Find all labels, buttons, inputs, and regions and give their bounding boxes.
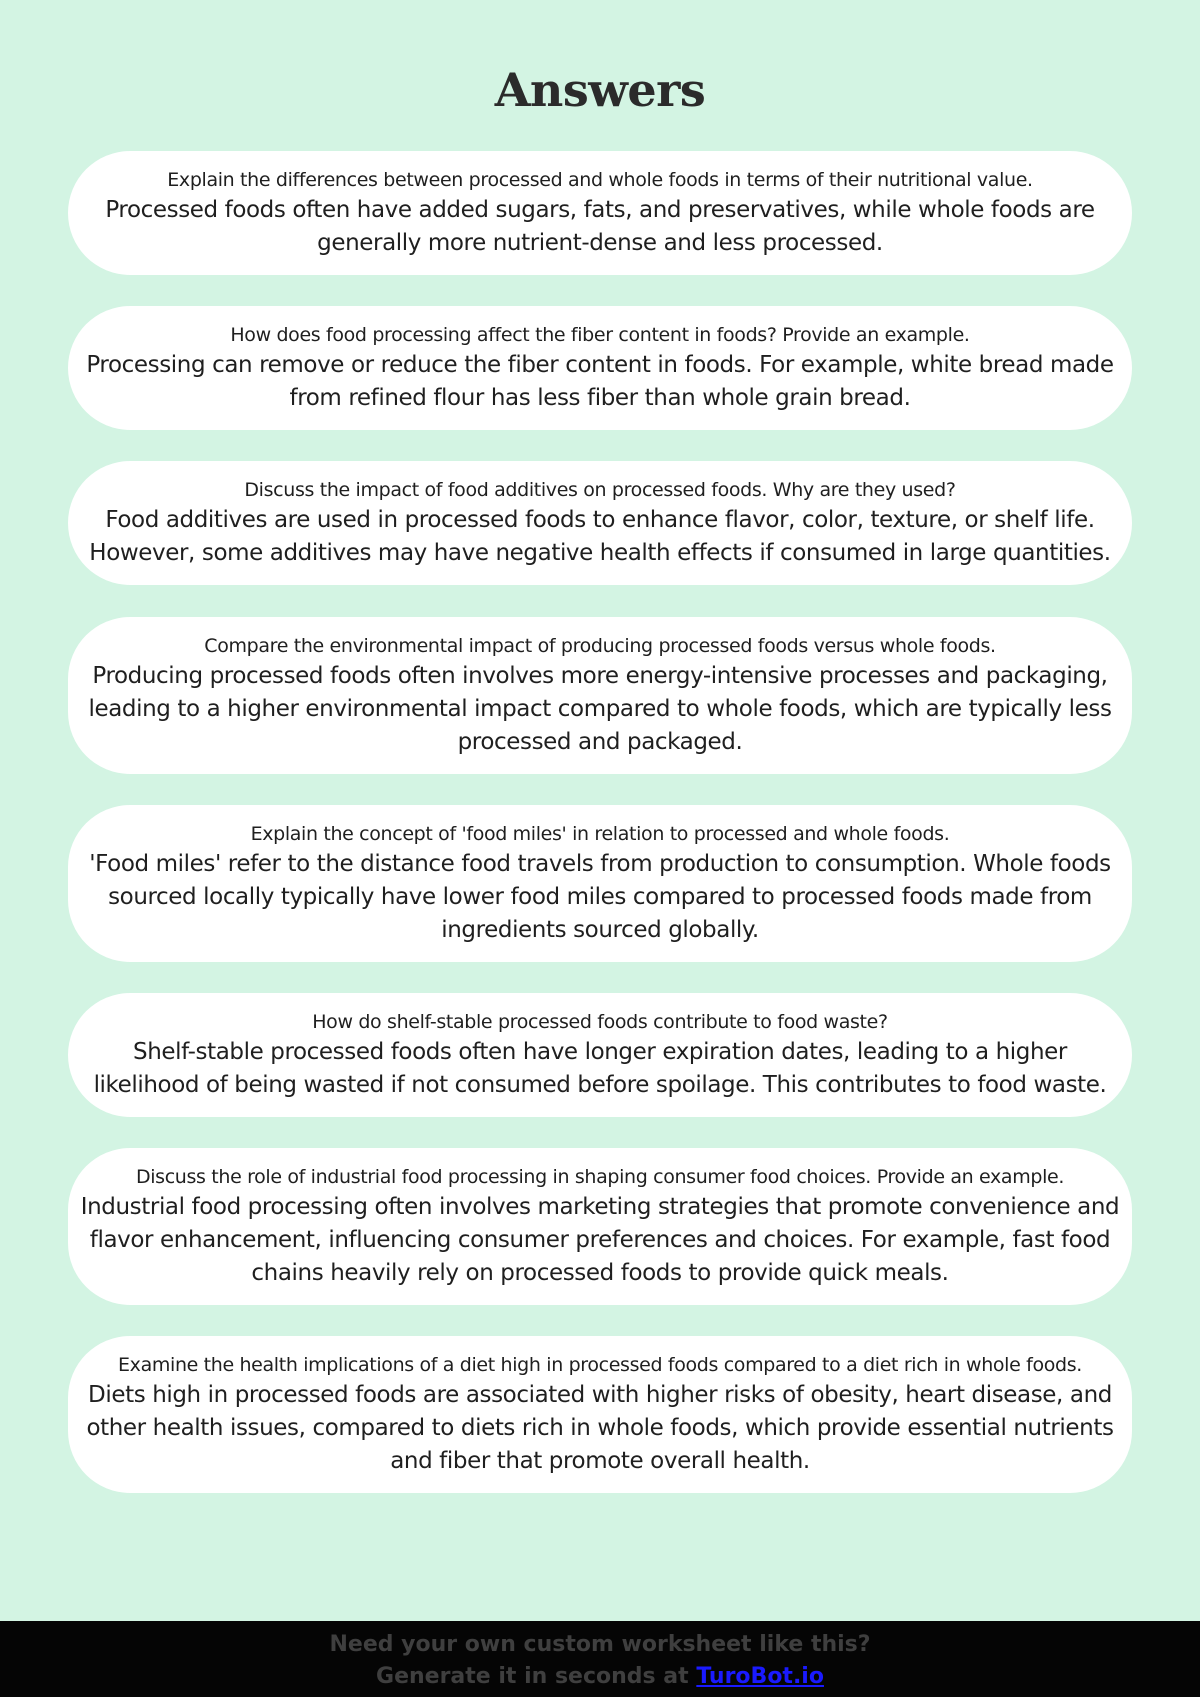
question-text: How does food processing affect the fiber content in foods? Provide an example. <box>230 324 970 346</box>
footer-line-2 <box>0 1661 1200 1693</box>
turobot-link[interactable]: TuroBot.io <box>696 1664 824 1689</box>
question-text: How do shelf-stable processed foods contribute to food waste? <box>312 1011 888 1033</box>
answer-card-4 <box>68 617 1132 774</box>
answer-card-1 <box>68 151 1132 275</box>
question-text: Explain the concept of 'food miles' in relation to processed and whole foods. <box>250 823 950 845</box>
answer-text: Processed foods often have added sugars, fats, and preservatives, while whole foods are generally more nutrient-dense and less processed. <box>105 197 1095 256</box>
page-title: Answers <box>494 63 706 117</box>
question-text: Discuss the impact of food additives on processed foods. Why are they used? <box>244 479 956 501</box>
answer-text: Processing can remove or reduce the fiber content in foods. For example, white bread made from refined flour has less fiber than whole grain bread. <box>86 352 1114 411</box>
question-text: Discuss the role of industrial food processing in shaping consumer food choices. Provide an example. <box>135 1166 1065 1188</box>
footer-line-2-text: Generate it in seconds at <box>376 1664 689 1689</box>
answer-text: 'Food miles' refer to the distance food travels from production to consumption. Whole foods sourced locally typically have lower food miles compared to processed foods made from ingredients sourced globally. <box>89 851 1111 943</box>
footer-line-1: Need your own custom worksheet like this? <box>329 1632 871 1657</box>
answer-card-7 <box>68 1148 1132 1305</box>
question-text: Explain the differences between processed and whole foods in terms of their nutritional value. <box>167 169 1033 191</box>
answer-text: Shelf-stable processed foods often have longer expiration dates, leading to a higher likelihood of being wasted if not consumed before spoilage. This contributes to food waste. <box>93 1039 1107 1098</box>
answer-text: Diets high in processed foods are associated with higher risks of obesity, heart disease, and other health issues, compared to diets rich in whole foods, which provide essential nutrients and fiber that promote overall health. <box>86 1382 1114 1474</box>
answer-card-6 <box>68 993 1132 1117</box>
answer-card-3 <box>68 461 1132 585</box>
question-text: Examine the health implications of a diet high in processed foods compared to a diet rich in whole foods. <box>118 1354 1082 1376</box>
answer-card-2 <box>68 306 1132 430</box>
answer-text: Industrial food processing often involves marketing strategies that promote convenience and flavor enhancement, influencing consumer preferences and choices. For example, fast food chains heavily rely on processed foods to provide quick meals. <box>80 1194 1120 1286</box>
answer-text: Producing processed foods often involves more energy-intensive processes and packaging, leading to a higher environmental impact compared to whole foods, which are typically less processed and packaged. <box>88 663 1112 755</box>
question-text: Compare the environmental impact of producing processed foods versus whole foods. <box>204 635 996 657</box>
answer-text: Food additives are used in processed foods to enhance flavor, color, texture, or shelf life. However, some additives may have negative health effects if consumed in large quantities. <box>89 507 1111 566</box>
answer-card-8 <box>68 1336 1132 1493</box>
promo-footer <box>0 1621 1200 1697</box>
answer-card-5 <box>68 805 1132 962</box>
